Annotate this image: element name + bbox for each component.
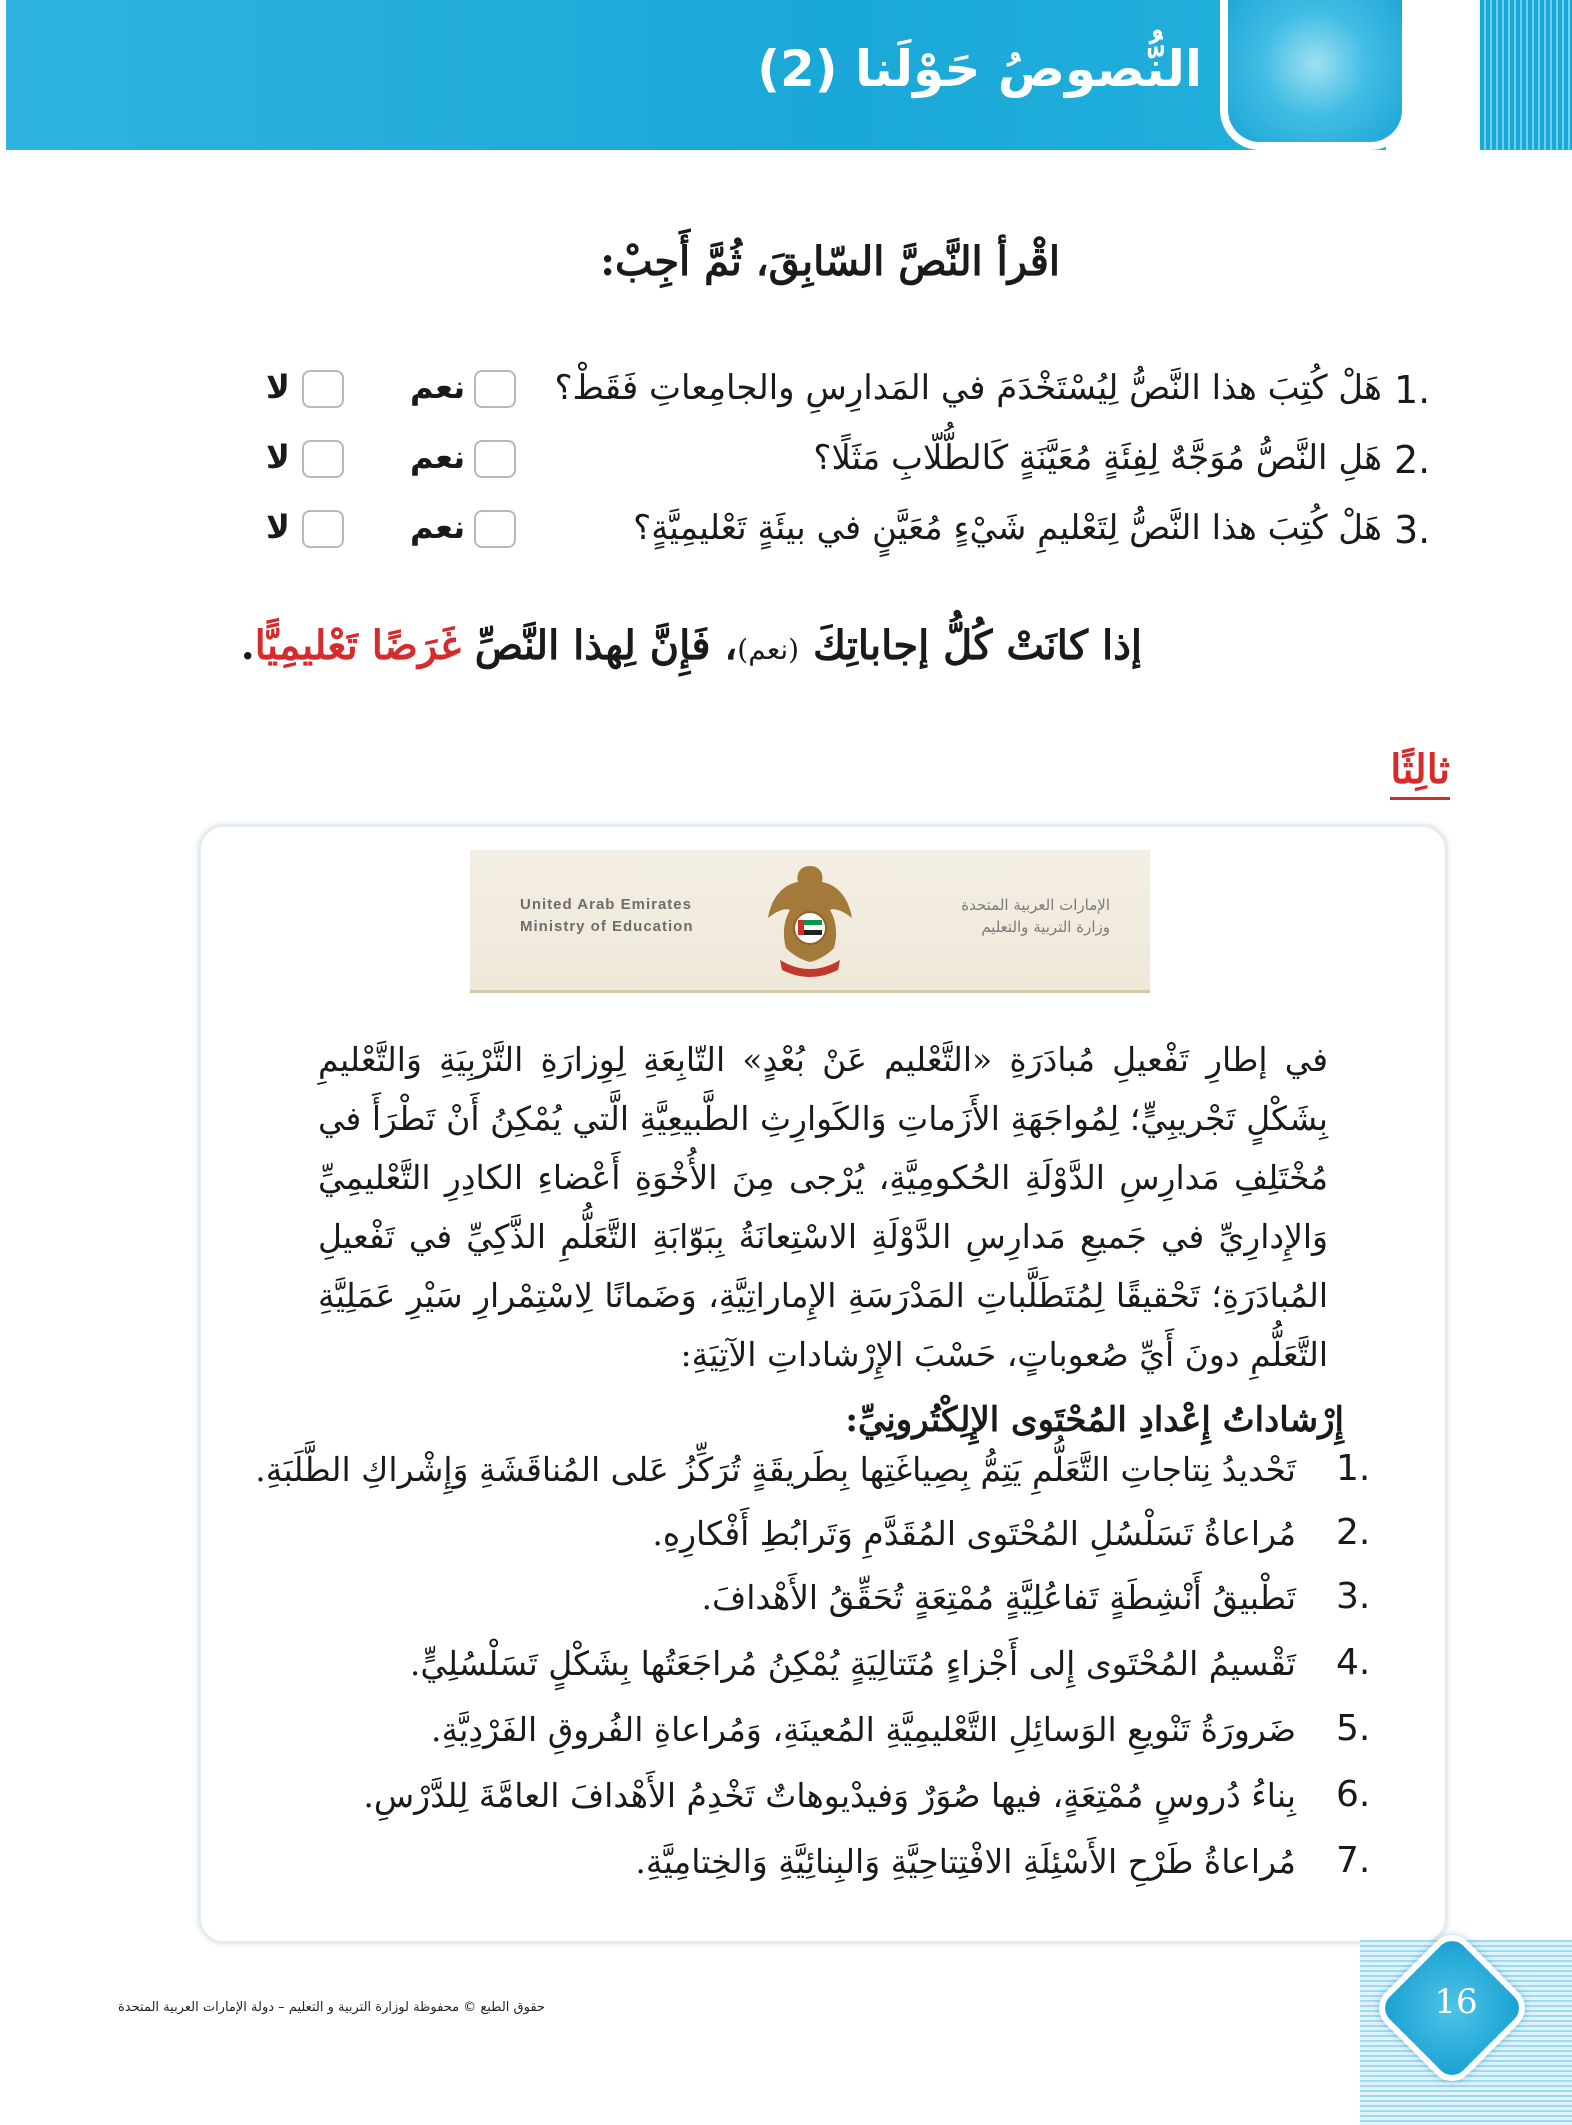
page-title: النُّصوصُ حَوْلَنا (2) [757,40,1202,98]
section-label: ثالِثًا [1390,746,1450,800]
header-stripe-decoration [1480,0,1572,150]
page-number: 16 [1434,1982,1478,2022]
yes-checkbox[interactable] [474,370,516,408]
conclusion-paren: (نعم) [737,633,800,666]
ministry-name-ar [961,894,1110,938]
no-checkbox[interactable] [302,440,344,478]
ministry-banner [470,850,1150,993]
conclusion-end: . [240,622,255,669]
guideline-item [0,1510,1572,1566]
yes-label: نعم [410,508,466,546]
yes-checkbox[interactable] [474,510,516,548]
question-number: 3. [1394,508,1431,552]
yes-label: نعم [410,368,466,406]
guideline-text: بِناءُ دُروسٍ مُمْتِعَةٍ، فيها صُوَرٌ وَفيدْيوهاتٌ تَخْدِمُ الأَهْدافَ العامَّةَ لِلدَّرْسِ. [363,1776,1296,1815]
guideline-text: تَحْديدُ نِتاجاتِ التَّعَلُّمِ يَتِمُّ بِصِياغَتِها بِطَريقَةٍ تُرَكِّزُ عَلى المُناقَشَةِ وَإِشْراكِ الطَّلَبَةِ. [255,1450,1296,1489]
ministry-ar-line1: الإمارات العربية المتحدة [961,896,1110,914]
guideline-text: مُراعاةُ تَسَلْسُلِ المُحْتَوى المُقَدَّمِ وَتَرابُطِ أَفْكارِهِ. [652,1514,1296,1553]
no-label: لا [266,438,290,476]
guideline-number: 1. [1336,1448,1371,1489]
guideline-item [0,1640,1572,1696]
guideline-text: ضَرورَةُ تَنْويعِ الوَسائِلِ التَّعْليمِيَّةِ المُعينَةِ، وَمُراعاةِ الفُروقِ الفَرْدِيَّةِ. [431,1710,1296,1749]
guideline-number: 4. [1336,1642,1371,1683]
guideline-item [0,1706,1572,1762]
guideline-item [0,1574,1572,1630]
guideline-text: تَقْسيمُ المُحْتَوى إِلى أَجْزاءٍ مُتَتالِيَةٍ يُمْكِنُ مُراجَعَتُها بِشَكْلٍ تَسَلْسُلِيٍّ. [409,1644,1296,1683]
no-checkbox[interactable] [302,370,344,408]
question-text: هَلِ النَّصُّ مُوَجَّهٌ لِفِئَةٍ مُعَيَّنَةٍ كَالطُّلّابِ مَثَلًا؟ [813,438,1382,478]
question-number: 2. [1394,438,1431,482]
guideline-number: 6. [1336,1774,1371,1815]
guideline-number: 5. [1336,1708,1371,1749]
document-paragraph: في إطارِ تَفْعيلِ مُبادَرَةِ «التَّعْليم عَنْ بُعْدٍ» التّابِعَةِ لِوِزارَةِ التَّرْبِيَةِ وَالتَّعْليمِ بِشَكْلٍ تَجْريبِيٍّ؛ لِمُواجَهَةِ الأَزَماتِ وَالكَوارِثِ الطَّبيعِيَّةِ الَّتي يُمْكِنُ أَنْ تَطْرَأَ في مُخْتَلِفِ مَدارِسِ الدَّوْلَةِ الحُكومِيَّةِ، يُرْجى مِنَ الأُخْوَةِ أَعْضاءِ الكادِرِ التَّعْليمِيِّ وَالإِدارِيِّ في جَميعِ مَدارِسِ الدَّوْلَةِ الاسْتِعانَةُ بِبَوّابَةِ التَّعَلُّمِ الذَّكِيِّ في تَفْعيلِ المُبادَرَةِ؛ تَحْقيقًا لِمُتَطَلَّباتِ المَدْرَسَةِ الإِماراتِيَّةِ، وَضَمانًا لِاسْتِمْرارِ سَيْرِ عَمَلِيَّةِ التَّعَلُّمِ دونَ أَيِّ صُعوباتٍ، حَسْبَ الإِرْشاداتِ الآتِيَةِ: [318,1040,1328,1374]
question-text: هَلْ كُتِبَ هذا النَّصُّ لِتَعْليمِ شَيْءٍ مُعَيَّنٍ في بيئَةٍ تَعْليمِيَّةٍ؟ [633,508,1382,548]
question-number: 1. [1394,368,1431,412]
question-text: هَلْ كُتِبَ هذا النَّصُّ لِيُسْتَخْدَمَ في المَدارِسِ والجامِعاتِ فَقَطْ؟ [554,368,1382,408]
no-checkbox[interactable] [302,510,344,548]
guideline-item [0,1838,1572,1894]
yes-label: نعم [410,438,466,476]
ministry-name-en [520,894,694,938]
no-label: لا [266,508,290,546]
guideline-item [0,1446,1572,1502]
copyright-footer: حقوق الطبع © محفوظة لوزارة التربية و التعليم – دولة الإمارات العربية المتحدة [118,2000,545,2015]
instruction-text: اقْرأ النَّصَّ السّابِقَ، ثُمَّ أَجِبْ: [600,238,1060,285]
guideline-text: تَطْبيقُ أَنْشِطَةٍ تَفاعُلِيَّةٍ مُمْتِعَةٍ تُحَقِّقُ الأَهْدافَ. [701,1578,1296,1617]
question-row [0,432,1572,492]
conclusion-part1: إذا كانَتْ كُلُّ إجاباتِكَ [799,622,1142,669]
ministry-en-line2: Ministry of Education [520,918,694,935]
conclusion-accent: غَرَضًا تَعْليمِيًّا [254,622,461,669]
header-badge-decoration [1220,0,1410,150]
no-label: لا [266,368,290,406]
yes-checkbox[interactable] [474,440,516,478]
guideline-number: 3. [1336,1576,1371,1617]
guideline-item [0,1772,1572,1828]
document-heading: إِرْشاداتُ إِعْدادِ المُحْتَوى الإِلِكْتُرونِيِّ: [845,1400,1344,1440]
guideline-text: مُراعاةُ طَرْحِ الأَسْئِلَةِ الافْتِتاحِيَّةِ وَالبِنائِيَّةِ وَالخِتامِيَّةِ. [635,1842,1296,1881]
conclusion-text [241,622,1142,669]
question-row [0,502,1572,562]
ministry-en-line1: United Arab Emirates [520,896,692,913]
question-row [0,362,1572,422]
ministry-ar-line2: وزارة التربية والتعليم [981,918,1110,936]
guideline-number: 7. [1336,1840,1371,1881]
conclusion-part2: ، فَإِنَّ لِهذا النَّصِّ [460,622,738,669]
uae-emblem-icon [760,860,860,978]
guideline-number: 2. [1336,1512,1371,1553]
